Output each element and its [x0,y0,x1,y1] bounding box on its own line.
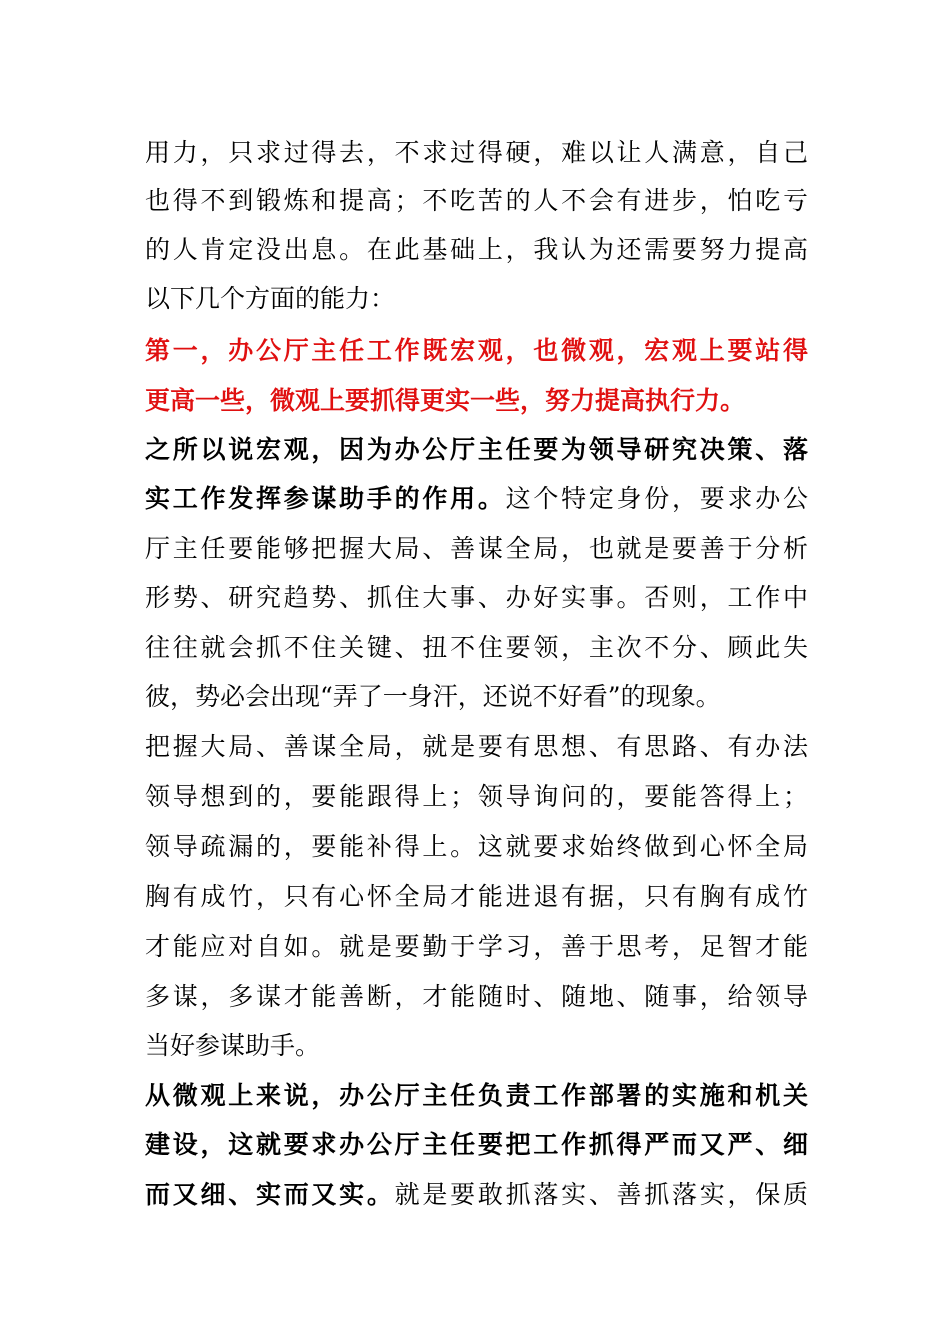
heading-run: 更高一些，微观上要抓得更实一些，努力提高执行力。 [145,386,746,415]
text-line [145,1021,808,1071]
text-line [145,722,808,772]
text-run: 就是要敢抓落实、善抓落实，保质 [394,1180,808,1209]
text-line [145,474,808,524]
text-line [145,922,808,972]
text-line [145,274,808,324]
bold-run: 建设，这就要求办公厅主任要把工作抓得严而又严、细 [145,1130,808,1159]
text-line [145,573,808,623]
text-line [145,1120,808,1170]
text-line [145,623,808,673]
bold-run: 实工作发挥参谋助手的作用。 [145,484,506,513]
text-run: 以下几个方面的能力： [145,284,396,313]
text-line [145,176,808,226]
text-run: 把握大局、善谋全局，就是要有思想、有思路、有办法 [145,732,808,761]
heading-run: 第一，办公厅主任工作既宏观，也微观，宏观上要站得 [145,336,808,365]
bold-run: 而又细、实而又实。 [145,1180,395,1209]
text-run: 胸有成竹，只有心怀全局才能进退有据，只有胸有成竹 [145,882,808,911]
text-run: 彼，势必会出现“弄了一身汗，还说不好看”的现象。 [145,682,721,711]
text-run: 往往就会抓不住关键、扭不住要领，主次不分、顾此失 [145,633,808,662]
text-line [145,972,808,1022]
text-run: 这个特定身份，要求办公 [505,484,808,513]
text-run: 形势、研究趋势、抓住大事、办好实事。否则，工作中 [145,583,808,612]
text-line [145,822,808,872]
text-run: 厅主任要能够把握大局、善谋全局，也就是要善于分析 [145,534,808,563]
text-run: 才能应对自如。就是要勤于学习，善于思考，足智才能 [145,932,808,961]
text-run: 当好参谋助手。 [145,1031,321,1060]
text-line [145,1170,808,1220]
text-line [145,1071,808,1121]
section-heading-line [145,326,808,376]
section-heading-line [145,376,808,426]
bold-run: 之所以说宏观，因为办公厅主任要为领导研究决策、落 [145,435,808,464]
text-run: 领导疏漏的，要能补得上。这就要求始终做到心怀全局 [145,832,808,861]
text-run: 多谋，多谋才能善断，才能随时、随地、随事，给领导 [145,982,808,1011]
text-run: 领导想到的，要能跟得上；领导询问的，要能答得上； [145,782,808,811]
text-line [145,872,808,922]
bold-run: 从微观上来说，办公厅主任负责工作部署的实施和机关 [145,1081,808,1110]
text-run: 的人肯定没出息。在此基础上，我认为还需要努力提高 [145,235,808,264]
text-line [145,225,808,275]
text-line [145,128,808,178]
text-line [145,672,808,722]
text-line [145,425,808,475]
text-line [145,524,808,574]
text-run: 也得不到锻炼和提高；不吃苦的人不会有进步，怕吃亏 [145,186,808,215]
text-run: 用力，只求过得去，不求过得硬，难以让人满意，自己 [145,138,808,167]
text-line [145,772,808,822]
